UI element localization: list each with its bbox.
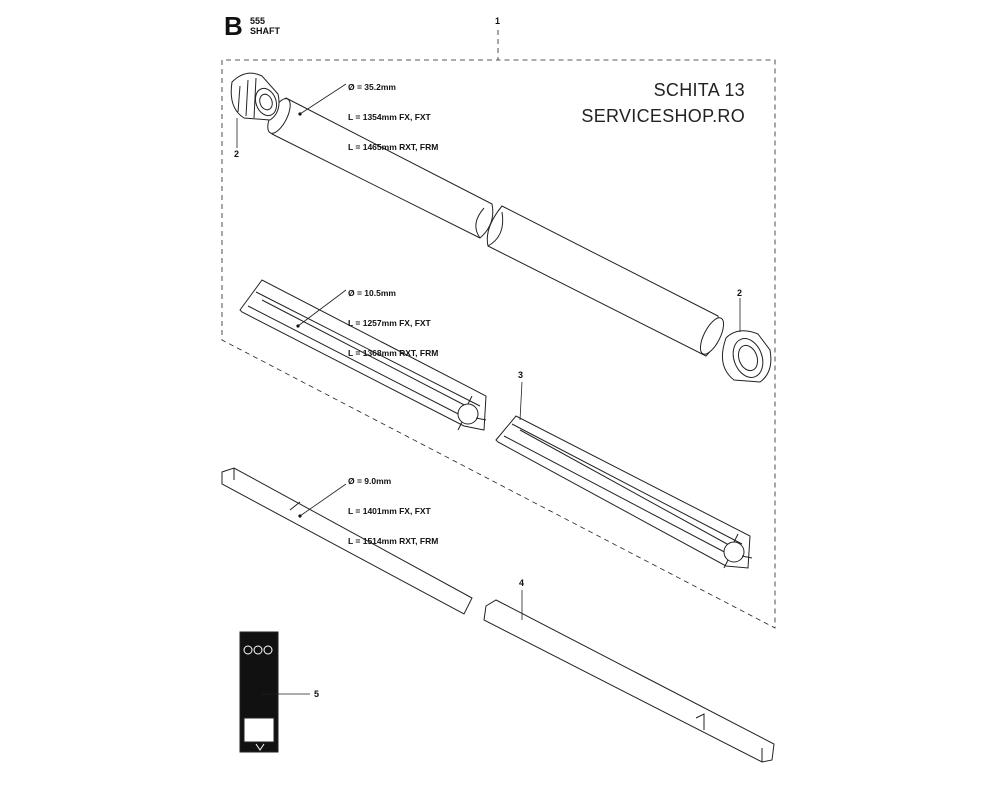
driveshaft-length-rxt: L = 1514mm RXT, FRM bbox=[348, 536, 439, 546]
liner-length-fx: L = 1257mm FX, FXT bbox=[348, 318, 431, 328]
outer-tube-lower bbox=[487, 206, 728, 357]
driveshaft-length-fx: L = 1401mm FX, FXT bbox=[348, 506, 431, 516]
callout-2-bottom: 2 bbox=[737, 288, 743, 298]
end-cap-bottom bbox=[722, 331, 770, 382]
callout-4: 4 bbox=[519, 578, 525, 588]
tube-diameter: Ø = 35.2mm bbox=[348, 82, 396, 92]
watermark-line-2: SERVICESHOP.RO bbox=[581, 106, 745, 126]
watermark-line-1: SCHITA 13 bbox=[653, 80, 745, 100]
liner-length-rxt: L = 1368mm RXT, FRM bbox=[348, 348, 439, 358]
end-cap-top bbox=[231, 73, 280, 120]
section-name: SHAFT bbox=[250, 26, 280, 36]
liner-spec bbox=[348, 268, 438, 378]
tube-length-fx: L = 1354mm FX, FXT bbox=[348, 112, 431, 122]
callout-1: 1 bbox=[495, 16, 501, 26]
callout-3: 3 bbox=[518, 370, 524, 380]
liner-lower bbox=[496, 416, 752, 568]
liner-diameter: Ø = 10.5mm bbox=[348, 288, 396, 298]
driveshaft-diameter: Ø = 9.0mm bbox=[348, 476, 392, 486]
section-letter: B bbox=[224, 11, 243, 41]
callout-5: 5 bbox=[314, 689, 320, 699]
tube-length-rxt: L = 1465mm RXT, FRM bbox=[348, 142, 439, 152]
tube-spec bbox=[348, 62, 438, 172]
callout-2-top: 2 bbox=[234, 149, 240, 159]
drive-shaft-lower bbox=[484, 600, 774, 762]
driveshaft-spec bbox=[348, 456, 438, 566]
decal-label bbox=[240, 632, 278, 752]
section-code: 555 bbox=[250, 16, 266, 26]
